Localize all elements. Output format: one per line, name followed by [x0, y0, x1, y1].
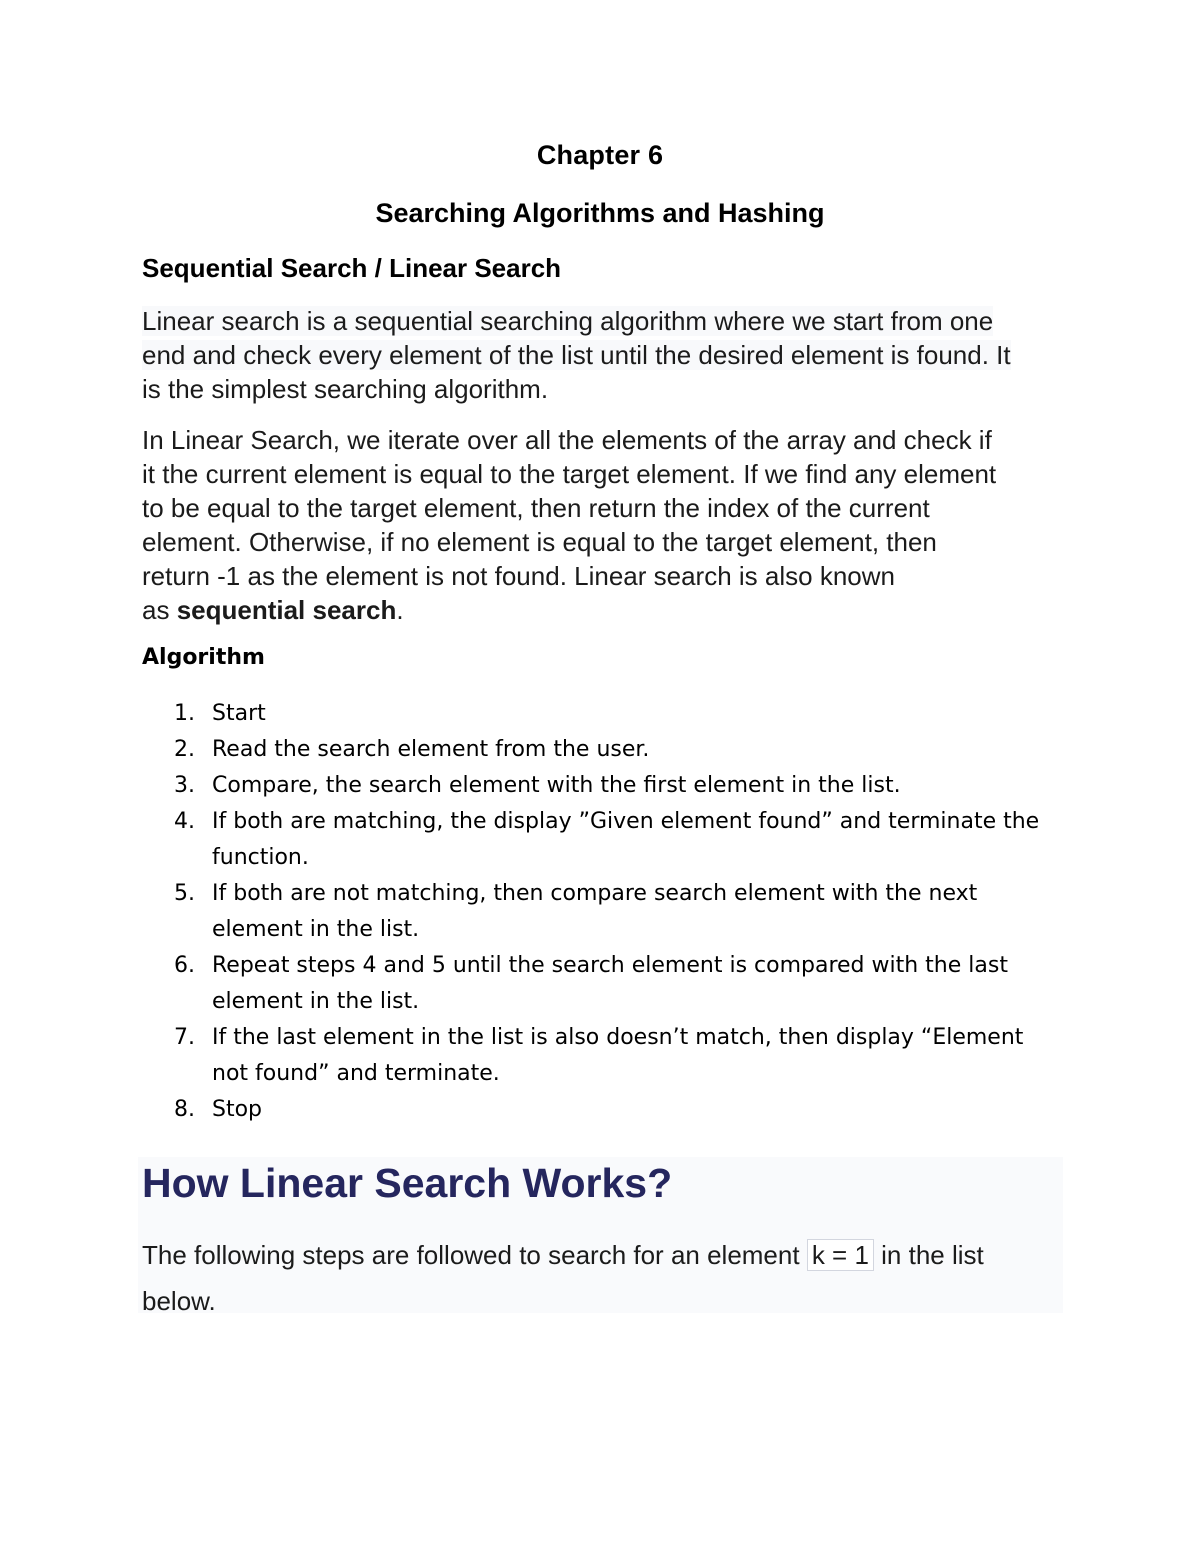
- step-text: Compare, the search element with the first element in the list.: [212, 773, 901, 798]
- description-line: to be equal to the target element, then return the index of the current: [142, 493, 930, 523]
- list-item: [142, 876, 1082, 948]
- description-line: In Linear Search, we iterate over all the elements of the array and check if: [142, 425, 992, 455]
- step-number: 3.: [174, 773, 195, 798]
- intro-paragraph: [142, 304, 1072, 406]
- intro-line-text: end and check every element of the list until the desired element is found. It: [142, 340, 1011, 370]
- step-text: Repeat steps 4 and 5 until the search element is compared with the last: [212, 953, 1008, 978]
- intro-line: [142, 372, 1072, 406]
- description-line: [142, 593, 1072, 627]
- step-text: If both are not matching, then compare search element with the next: [212, 881, 978, 906]
- description-paragraph: [142, 423, 1072, 627]
- intro-line-text: is the simplest searching algorithm.: [142, 374, 549, 404]
- how-it-works-line: below.: [142, 1286, 216, 1316]
- list-item: [142, 696, 1082, 732]
- how-it-works-line: [142, 1232, 1062, 1278]
- inline-code: k = 1: [807, 1239, 874, 1271]
- step-number: 6.: [174, 953, 195, 978]
- step-text: If the last element in the list is also doesn’t match, then display “Element: [212, 1025, 1024, 1050]
- step-number: 1.: [174, 701, 195, 726]
- step-text: Stop: [212, 1097, 263, 1122]
- step-number: 7.: [174, 1025, 195, 1050]
- description-line: it the current element is equal to the target element. If we find any element: [142, 459, 997, 489]
- step-number: 4.: [174, 809, 195, 834]
- step-text: If both are matching, the display ”Given element found” and terminate the: [212, 809, 1040, 834]
- intro-line-text: Linear search is a sequential searching algorithm where we start from one: [142, 306, 994, 336]
- list-item: [142, 732, 1082, 768]
- algorithm-steps: [142, 696, 1082, 1128]
- description-line: return -1 as the element is not found. Linear search is also known: [142, 561, 895, 591]
- section-heading: Sequential Search / Linear Search: [142, 253, 562, 283]
- description-line: element. Otherwise, if no element is equal to the target element, then: [142, 527, 937, 557]
- step-text: Start: [212, 701, 266, 726]
- list-item: [142, 768, 1082, 804]
- step-text: Read the search element from the user.: [212, 737, 650, 762]
- algorithm-heading: Algorithm: [142, 645, 265, 670]
- step-number: 5.: [174, 881, 195, 906]
- intro-line: [142, 338, 1072, 372]
- step-number: 2.: [174, 737, 195, 762]
- step-number: 8.: [174, 1097, 195, 1122]
- step-text: function.: [212, 845, 309, 870]
- step-text: element in the list.: [212, 917, 420, 942]
- how-text-before: The following steps are followed to search for an element: [142, 1240, 807, 1270]
- description-suffix: .: [396, 595, 404, 625]
- step-text: element in the list.: [212, 989, 420, 1014]
- intro-line: [142, 304, 1072, 338]
- chapter-subtitle: Searching Algorithms and Hashing: [375, 198, 825, 228]
- step-text: not found” and terminate.: [212, 1061, 500, 1086]
- how-text-after: in the list: [873, 1240, 984, 1270]
- list-item: [142, 1092, 1082, 1128]
- bold-term: sequential search: [176, 595, 397, 625]
- list-item: [142, 804, 1082, 876]
- list-item: [142, 1020, 1082, 1092]
- list-item: [142, 948, 1082, 1020]
- chapter-title: Chapter 6: [536, 140, 664, 170]
- how-it-works-text: [142, 1232, 1062, 1324]
- description-prefix: as: [142, 595, 177, 625]
- how-it-works-heading: How Linear Search Works?: [142, 1160, 673, 1206]
